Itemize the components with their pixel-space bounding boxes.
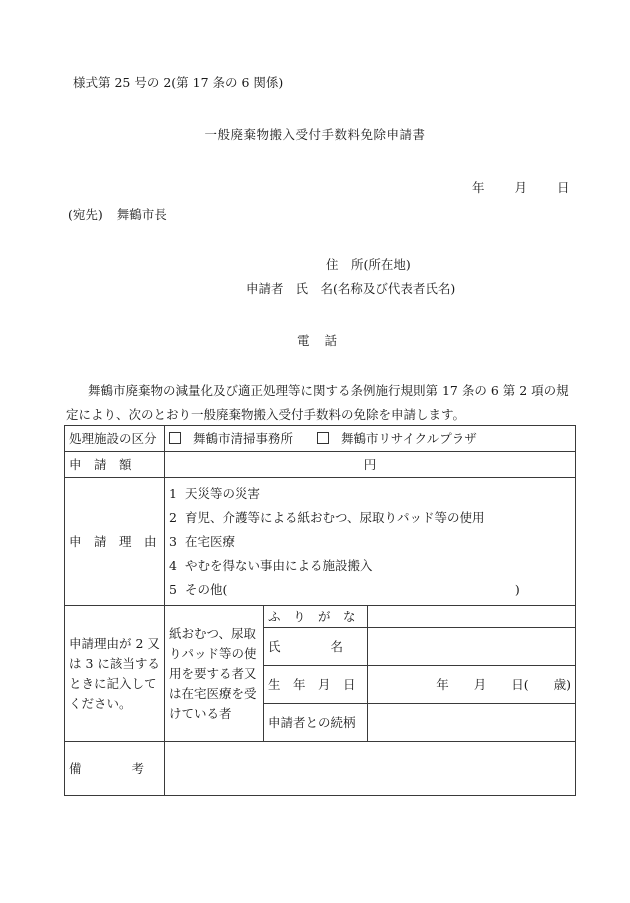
reason-item[interactable]: 5 その他( ) xyxy=(169,581,520,597)
birth-date-field[interactable]: 年 月 日( 歳) xyxy=(368,666,576,704)
relation-label: 申請者との続柄 xyxy=(264,704,368,742)
addressee-line xyxy=(68,205,167,223)
facility-a-checkbox[interactable] xyxy=(169,432,181,444)
body-paragraph: 舞鶴市廃棄物の減量化及び適正処理等に関する条例施行規則第 17 条の 6 第 2 項の規定により、次のとおり一般廃棄物搬入受付手数料の免除を申請します。 xyxy=(66,383,569,422)
facility-b-label: 舞鶴市リサイクルプラザ xyxy=(341,430,477,446)
name-label: 氏 名(名称及び代表者氏名) xyxy=(295,281,456,296)
furigana-field[interactable] xyxy=(368,606,576,628)
reason-label: 申 請 理 由 xyxy=(65,478,165,606)
amount-unit: 円 xyxy=(363,456,377,472)
reason-list xyxy=(165,478,576,606)
date-year: 年 xyxy=(472,180,485,195)
facility-options xyxy=(165,426,576,452)
target-person-description: 紙おむつ、尿取りパッド等の使用を要する者又は在宅医療を受けている者 xyxy=(165,606,264,742)
addressee-label: (宛先) xyxy=(68,207,103,222)
applicant-name-line xyxy=(246,279,455,297)
remarks-field[interactable] xyxy=(165,742,576,796)
reason-item[interactable]: 1 天災等の災害 xyxy=(169,485,261,501)
relation-field[interactable] xyxy=(368,704,576,742)
condition-note: 申請理由が 2 又は 3 に該当するときに記入してください。 xyxy=(65,606,165,742)
reason-item[interactable]: 4 やむを得ない事由による施設搬入 xyxy=(169,557,373,573)
furigana-label: ふ り が な xyxy=(264,606,368,628)
date-line xyxy=(472,178,570,196)
reason-item[interactable]: 2 育児、介護等による紙おむつ、尿取りパッド等の使用 xyxy=(169,509,485,525)
date-day: 日 xyxy=(557,180,570,195)
address-label: 住 所(所在地) xyxy=(326,257,411,272)
reason-item[interactable]: 3 在宅医療 xyxy=(169,533,236,549)
birth-date-label: 生 年 月 日 xyxy=(264,666,368,704)
person-name-field[interactable] xyxy=(368,628,576,666)
date-month: 月 xyxy=(514,180,528,195)
remarks-label: 備 考 xyxy=(65,742,165,796)
person-name-label: 氏 名 xyxy=(264,628,368,666)
facility-label: 処理施設の区分 xyxy=(65,426,165,452)
application-form-table xyxy=(64,425,576,796)
addressee-name: 舞鶴市長 xyxy=(116,207,167,222)
document-title: 一般廃棄物搬入受付手数料免除申請書 xyxy=(204,127,426,142)
phone-label: 電話 xyxy=(297,333,353,348)
facility-a-label: 舞鶴市清掃事務所 xyxy=(193,430,294,446)
amount-label: 申 請 額 xyxy=(65,452,165,478)
applicant-label: 申請者 xyxy=(246,281,284,296)
facility-b-checkbox[interactable] xyxy=(317,432,329,444)
amount-field[interactable] xyxy=(165,452,576,478)
form-number: 様式第 25 号の 2(第 17 条の 6 関係) xyxy=(73,75,284,90)
